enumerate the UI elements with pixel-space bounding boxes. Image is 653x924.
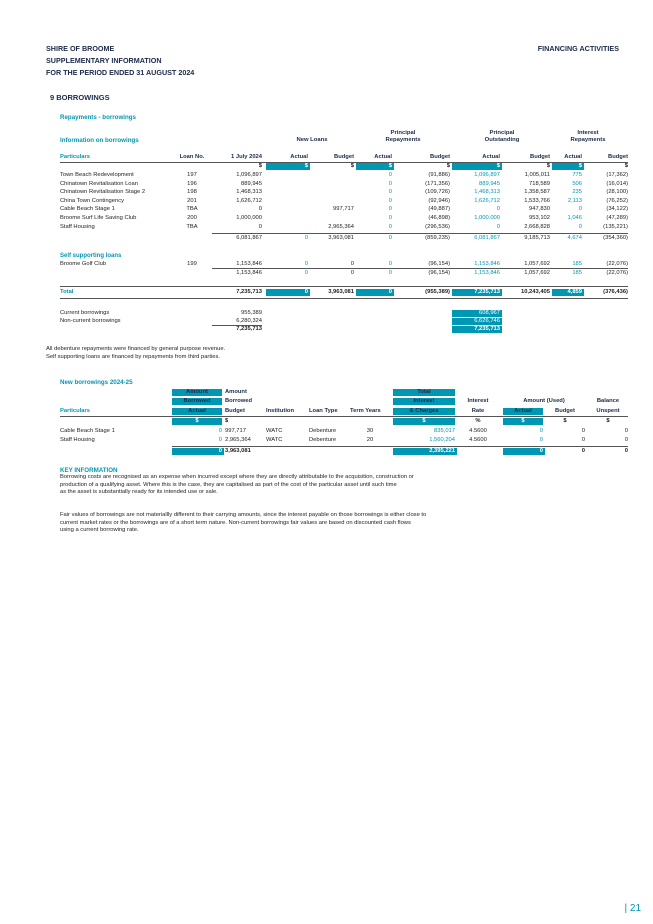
- self-row-cell: 199: [187, 261, 197, 267]
- self-subtotal-row-cell: 1,057,692: [524, 270, 550, 276]
- table-row-cell: 1,005,011: [524, 172, 550, 178]
- unit-label: $: [452, 163, 502, 170]
- table-row-cell: (135,221): [603, 223, 628, 230]
- new-borrowings-title: New borrowings 2024-25: [60, 379, 133, 386]
- nb-col-header: Borrowed: [225, 398, 253, 404]
- self-subtotal-row-cell: (96,154): [428, 270, 450, 276]
- table-row-cell: 201: [187, 197, 197, 204]
- nb-row-cell: 0: [624, 437, 628, 443]
- nb-col-header: Amount (Used): [523, 398, 565, 404]
- subtotal-row-cell: 6,081,867: [236, 235, 262, 241]
- table-row-cell: (17,362): [606, 172, 628, 178]
- unit-label: $: [446, 163, 450, 169]
- nb-unit: $: [172, 418, 222, 425]
- total-row-cell: 7,235,713: [236, 289, 262, 295]
- table-row-cell: 947,830: [529, 206, 550, 213]
- self-row-cell: (22,076): [606, 261, 628, 267]
- table-row-cell: 1,626,712: [236, 197, 262, 204]
- subtotal-row-cell: 9,185,713: [524, 235, 550, 241]
- table-row-cell: 997,717: [333, 206, 354, 213]
- key-info-para-1: Borrowing costs are recognised as an expense when incurred except where they are directly attributable to the acquisition, construction or production of a qualifying asset. Where this is the case, they are capitalised as part of the cost of the particular asset until such time as the asset is substantially ready for its intended use or sale.: [60, 474, 414, 496]
- table-row-cell: 889,945: [479, 180, 500, 187]
- total-row-cell: Total: [60, 289, 74, 295]
- col-header: Actual: [374, 154, 392, 160]
- self-subtotal-row-cell: 185: [572, 270, 582, 276]
- table-row-cell: Chinatown Revitalisation Stage 2: [60, 189, 146, 196]
- table-row-cell: 235: [572, 189, 582, 196]
- nb-row-cell: Debenture: [309, 437, 337, 443]
- nb-unit: %: [475, 418, 481, 424]
- nb-total-cell: 0: [503, 448, 545, 455]
- col-header: Actual: [290, 154, 308, 160]
- table-row-cell: 1,358,587: [524, 189, 550, 196]
- nb-unit: $: [225, 418, 229, 424]
- table-row-cell: Cable Beach Stage 1: [60, 206, 115, 213]
- nb-col-header: Particulars: [60, 408, 90, 414]
- key-info-title: KEY INFORMATION: [60, 467, 118, 474]
- nb-row-cell: Staff Housing: [60, 437, 95, 443]
- table-row-cell: 953,102: [529, 215, 550, 221]
- table-row-cell: 0: [388, 223, 392, 230]
- col-header: Budget: [608, 154, 628, 160]
- nb-row-cell: 0: [624, 428, 628, 434]
- nb-col-header: Budget: [225, 408, 245, 414]
- self-row-cell: 0: [304, 261, 308, 267]
- nb-unit: $: [606, 418, 610, 424]
- nb-col-header: Institution: [266, 408, 295, 414]
- self-supporting-note: Self supporting loans are financed by repayments from third parties.: [46, 353, 220, 360]
- col-header: Budget: [334, 154, 354, 160]
- col-header: Budget: [530, 154, 550, 160]
- nb-row-cell: Debenture: [309, 428, 337, 434]
- total-row-cell: 4,859: [552, 289, 584, 296]
- nb-row-cell: 0: [581, 428, 585, 434]
- subtotal-row-cell: 6,081,867: [474, 235, 500, 241]
- table-row-cell: 0: [496, 223, 500, 230]
- total-row-cell: 0: [266, 289, 310, 296]
- nb-header-rule: [60, 416, 628, 417]
- subtotal-row-cell: 3,963,081: [328, 235, 354, 241]
- nb-row-cell: WATC: [266, 437, 283, 443]
- nb-col-header: Unspent: [596, 408, 620, 414]
- nb-row-cell: 2,965,364: [225, 437, 251, 443]
- group-principal-outstanding-2: Outstanding: [484, 137, 520, 143]
- self-subtotal-row-cell: 0: [350, 270, 354, 276]
- table-row-cell: (296,536): [425, 223, 450, 230]
- repayments-title: Repayments - borrowings: [60, 114, 136, 121]
- table-row-cell: 1,096,897: [474, 172, 500, 178]
- table-row-cell: (49,887): [428, 206, 450, 213]
- unit-label: $: [624, 163, 628, 169]
- self-row-cell: Broome Golf Club: [60, 261, 107, 267]
- table-row-cell: (76,252): [606, 197, 628, 204]
- subtotal-row-cell: (859,235): [425, 235, 450, 241]
- nb-row-cell: WATC: [266, 428, 283, 434]
- table-row-cell: Town Beach Redevelopment: [60, 172, 134, 178]
- nb-unit: $: [503, 418, 543, 425]
- table-row-cell: 718,589: [529, 180, 550, 187]
- nb-row-cell: 1,560,204: [429, 437, 455, 443]
- non-current-actual: 6,626,746: [452, 318, 502, 325]
- self-subtotal-rule: [212, 268, 628, 269]
- nb-total-cell: 2,395,221: [393, 448, 457, 455]
- total-row-cell: (376,436): [603, 289, 628, 295]
- total-row-cell: 0: [356, 289, 394, 296]
- unit-label: $: [356, 163, 394, 170]
- table-row-cell: Staff Housing: [60, 223, 95, 230]
- nb-col-header: Loan Type: [309, 408, 338, 414]
- unit-label: $: [546, 163, 550, 169]
- nb-unit: $: [393, 418, 455, 425]
- nb-total-cell: 3,963,081: [225, 448, 251, 454]
- unit-label: $: [266, 163, 310, 170]
- self-row-cell: 1,153,846: [474, 261, 500, 267]
- table-row-cell: 506: [572, 180, 582, 187]
- table-row-cell: (28,100): [606, 189, 628, 196]
- nb-total-cell: 0: [172, 448, 224, 455]
- self-row-cell: (96,154): [428, 261, 450, 267]
- table-row-cell: 1,468,313: [474, 189, 500, 196]
- nb-row-cell: 0: [218, 428, 222, 434]
- nb-total-cell: 0: [581, 448, 585, 454]
- total-row-cell: 7,235,713: [452, 289, 502, 296]
- table-row-cell: Broome Surf Life Saving Club: [60, 215, 137, 221]
- table-row-cell: (16,014): [606, 180, 628, 187]
- table-row-cell: (34,122): [606, 206, 628, 213]
- table-row-cell: (91,886): [428, 172, 450, 178]
- cn-total-opening: 7,235,713: [236, 326, 262, 332]
- table-row-cell: 0: [388, 206, 392, 213]
- nb-col-header: Budget: [555, 408, 575, 414]
- total-rule-top: [60, 286, 628, 287]
- subtotal-row-cell: 0: [304, 235, 308, 241]
- total-row-cell: 10,243,405: [520, 289, 550, 295]
- info-label: Information on borrowings: [60, 137, 139, 144]
- table-row-cell: 0: [258, 223, 262, 230]
- nb-row-cell: Cable Beach Stage 1: [60, 428, 115, 434]
- cn-total-actual: 7,235,713: [452, 326, 502, 333]
- nb-row-cell: 0: [539, 437, 543, 443]
- table-row-cell: (47,289): [606, 215, 628, 221]
- table-row-cell: TBA: [186, 223, 198, 230]
- nb-col-header: Amount: [225, 389, 247, 395]
- nb-row-cell: 0: [581, 437, 585, 443]
- table-row-cell: TBA: [186, 206, 198, 213]
- table-row-cell: 0: [388, 197, 392, 204]
- report-period: FOR THE PERIOD ENDED 31 AUGUST 2024: [46, 68, 195, 77]
- subtotal-row-cell: 0: [388, 235, 392, 241]
- report-subtitle: SUPPLEMENTARY INFORMATION: [46, 56, 162, 65]
- nb-col-header: Actual: [503, 408, 543, 415]
- self-subtotal-row-cell: 0: [388, 270, 392, 276]
- subtotal-row-cell: 4,674: [567, 235, 582, 241]
- self-row-cell: 0: [388, 261, 392, 267]
- total-rule-bottom: [60, 298, 628, 299]
- self-row-cell: 1,057,692: [524, 261, 550, 267]
- nb-col-header: Interest: [393, 398, 455, 405]
- table-row-cell: 1,000,000: [474, 215, 500, 221]
- col-header: Actual: [482, 154, 500, 160]
- table-row-cell: 2,965,364: [328, 223, 354, 230]
- nb-total-cell: 0: [624, 448, 628, 454]
- table-row-cell: 0: [388, 172, 392, 178]
- total-row-cell: 3,963,081: [328, 289, 354, 295]
- unit-label: $: [258, 163, 262, 169]
- group-interest-repayments-2: Repayments: [570, 137, 606, 143]
- group-principal-repayments-1: Principal: [390, 130, 416, 136]
- group-interest-repayments-1: Interest: [577, 130, 599, 136]
- nb-col-header: & Charges: [393, 408, 455, 415]
- table-row-cell: 1,046: [567, 215, 582, 221]
- table-row-cell: 1,468,313: [236, 189, 262, 196]
- debenture-note: All debenture repayments were financed by general purpose revenue.: [46, 346, 226, 352]
- table-row-cell: 198: [187, 189, 197, 196]
- table-row-cell: 1,000,000: [236, 215, 262, 221]
- table-row-cell: 2,668,828: [524, 223, 550, 230]
- nb-row-cell: 0: [539, 428, 543, 434]
- self-subtotal-row-cell: (22,076): [606, 270, 628, 276]
- current-actual: 608,967: [452, 310, 502, 317]
- nb-row-cell: 0: [218, 437, 222, 443]
- col-header: Loan No.: [179, 154, 205, 160]
- table-row-cell: 0: [388, 180, 392, 187]
- nb-total-rule: [172, 446, 628, 447]
- nb-col-header: Actual: [172, 408, 222, 415]
- table-row-cell: 0: [258, 206, 262, 213]
- nb-col-header: Interest: [467, 398, 489, 404]
- nb-row-cell: 4.5600: [469, 428, 487, 434]
- self-subtotal-row-cell: 0: [304, 270, 308, 276]
- table-row-cell: 889,945: [241, 180, 262, 187]
- subtotal-row-cell: (354,360): [603, 235, 628, 241]
- section-title: 9 BORROWINGS: [50, 93, 110, 102]
- table-row-cell: China Town Contingency: [60, 197, 125, 204]
- nb-unit: $: [563, 418, 567, 424]
- table-row-cell: 1,626,712: [474, 197, 500, 204]
- table-row-cell: (46,898): [428, 215, 450, 221]
- self-supporting-title: Self supporting loans: [60, 253, 122, 259]
- self-row-cell: 1,153,846: [236, 261, 262, 267]
- table-row-cell: 1,533,766: [524, 197, 550, 204]
- table-row-cell: (92,946): [428, 197, 450, 204]
- page-number: | 21: [624, 903, 641, 914]
- table-row-cell: 2,113: [567, 197, 582, 204]
- self-row-cell: 185: [572, 261, 582, 267]
- nb-row-cell: 30: [366, 428, 374, 434]
- group-new-loans: New Loans: [296, 137, 328, 143]
- group-principal-outstanding-1: Principal: [489, 130, 515, 136]
- non-current-opening: 6,280,324: [236, 318, 262, 324]
- nb-col-header: Borrowed: [172, 398, 222, 405]
- group-principal-repayments-2: Repayments: [385, 137, 421, 143]
- non-current-label: Non-current borrowings: [60, 318, 121, 324]
- table-row-cell: 775: [572, 172, 582, 178]
- table-row-cell: (171,356): [425, 180, 450, 187]
- table-row-cell: (109,726): [425, 189, 450, 196]
- nb-row-cell: 997,717: [225, 428, 246, 434]
- subtotal-rule: [212, 233, 628, 234]
- nb-row-cell: 20: [366, 437, 374, 443]
- nb-col-header: Rate: [471, 408, 485, 414]
- current-label: Current borrowings: [60, 310, 110, 316]
- table-row-cell: 0: [388, 189, 392, 196]
- self-row-cell: 0: [350, 261, 354, 267]
- org-name: SHIRE OF BROOME: [46, 44, 115, 53]
- self-subtotal-row-cell: 1,153,846: [474, 270, 500, 276]
- nb-row-cell: 4.5600: [469, 437, 487, 443]
- nb-col-header: Total: [393, 389, 455, 396]
- table-row-cell: 196: [187, 180, 197, 187]
- nb-row-cell: 835,017: [434, 428, 455, 434]
- table-row-cell: 0: [388, 215, 392, 221]
- section-label: FINANCING ACTIVITIES: [537, 44, 619, 53]
- unit-label: $: [350, 163, 354, 169]
- col-header: Actual: [564, 154, 582, 160]
- current-opening: 955,389: [241, 310, 262, 316]
- table-row-cell: 200: [187, 215, 197, 221]
- total-row-cell: (955,389): [425, 289, 450, 295]
- table-row-cell: 1,096,897: [236, 172, 262, 178]
- key-info-para-2: Fair values of borrowings are not materiallly different to their carrying amounts, since the interest payable on those borrowings is either close to current market rates or the borrowings are of a short term nature. Non-current borrowings fair values are based on discounted cash flows using a current borrowing rate.: [60, 512, 427, 534]
- self-subtotal-row-cell: 1,153,846: [236, 270, 262, 276]
- table-row-cell: 0: [496, 206, 500, 213]
- nb-col-header: Balance: [596, 398, 620, 404]
- table-row-cell: 197: [187, 172, 197, 178]
- table-row-cell: 0: [578, 206, 582, 213]
- nb-col-header: Amount: [172, 389, 222, 396]
- table-row-cell: 0: [578, 223, 582, 230]
- col-header: Particulars: [60, 154, 90, 160]
- nb-col-header: Term Years: [350, 408, 381, 414]
- col-header: 1 July 2024: [231, 154, 262, 160]
- unit-label: $: [552, 163, 584, 170]
- table-row-cell: Chinatown Revitalisation Loan: [60, 180, 138, 187]
- col-header: Budget: [430, 154, 450, 160]
